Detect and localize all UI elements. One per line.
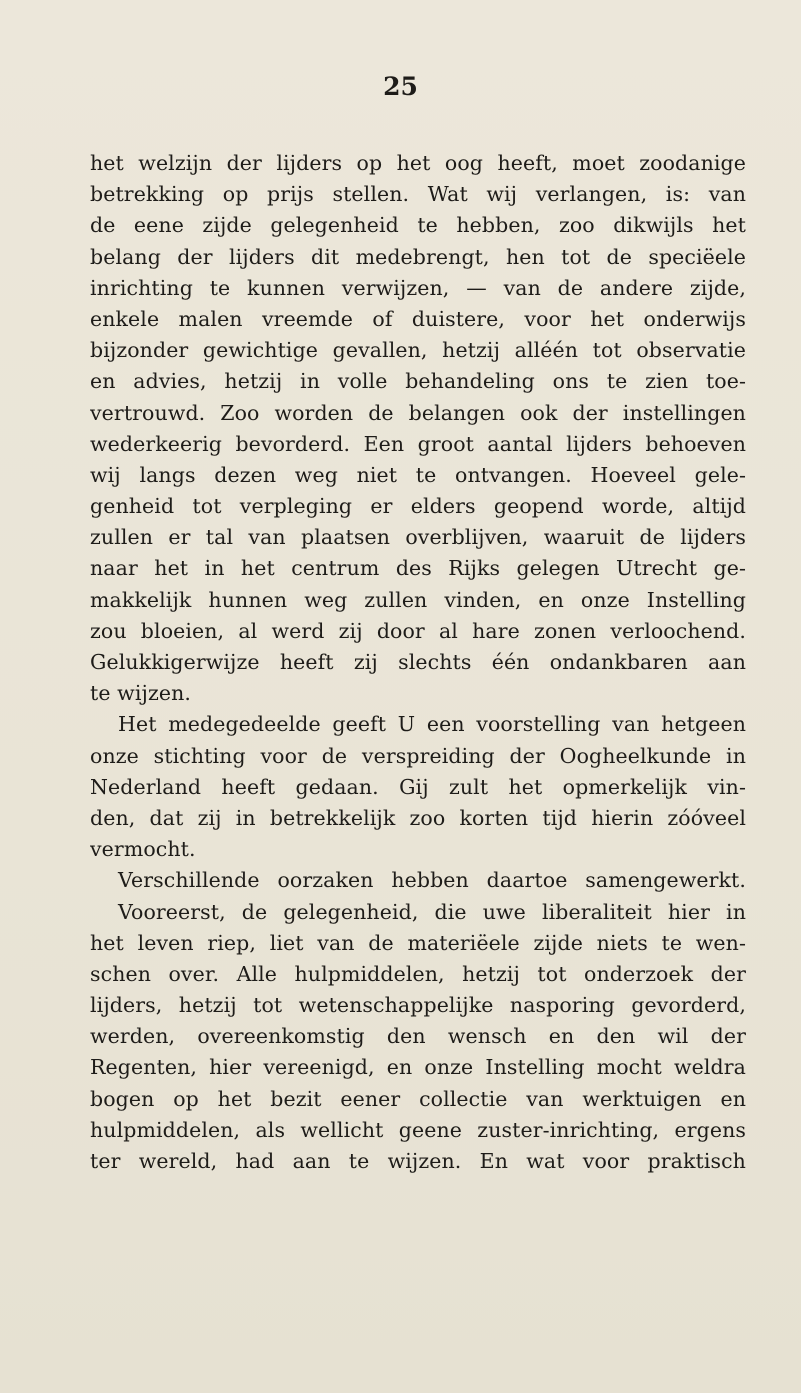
text-line: den, dat zij in betrekkelijk zoo korten tijd hierin zóóveel — [90, 805, 746, 830]
text-line: werden, overeenkomstig den wensch en den wil der — [90, 1024, 746, 1049]
text-line: het welzijn der lijders op het oog heeft, moet zoodanige — [90, 151, 746, 175]
text-line: zou bloeien, al werd zij door al hare zonen verloochend. — [90, 618, 746, 643]
text-line: inrichting te kunnen verwijzen, — van de andere zijde, — [90, 275, 746, 300]
text-line: genheid tot verpleging er elders geopend worde, altijd — [90, 494, 746, 519]
text-line: vermocht. — [90, 837, 196, 862]
text-line: betrekking op prijs stellen. Wat wij verlangen, is: van — [90, 182, 746, 207]
text-line: vertrouwd. Zoo worden de belangen ook der instellingen — [90, 400, 746, 425]
text-line: Vooreerst, de gelegenheid, die uwe liberaliteit hier in — [118, 899, 746, 924]
text-line: Het medegedeelde geeft U een voorstelling van hetgeen — [118, 712, 746, 737]
text-line: Gelukkigerwijze heeft zij slechts één ondankbaren aan — [90, 650, 746, 674]
page-number: 25 — [383, 72, 418, 101]
text-line: belang der lijders dit medebrengt, hen tot de speciëele — [90, 244, 746, 269]
text-line: naar het in het centrum des Rijks gelegen Utrecht ge- — [90, 556, 746, 581]
text-line: en advies, hetzij in volle behandeling ons te zien toe- — [90, 369, 746, 394]
text-line: ter wereld, had aan te wijzen. En wat voor praktisch — [90, 1149, 746, 1173]
text-line: het leven riep, liet van de materiëele zijde niets te wen- — [90, 930, 746, 955]
text-line: te wijzen. — [90, 681, 191, 706]
text-line: hulpmiddelen, als wellicht geene zuster-inrichting, ergens — [90, 1117, 746, 1142]
text-line: lijders, hetzij tot wetenschappelijke nasporing gevorderd, — [90, 993, 746, 1018]
text-line: zullen er tal van plaatsen overblijven, waaruit de lijders — [90, 525, 746, 550]
text-line: bijzonder gewichtige gevallen, hetzij alléén tot observatie — [90, 338, 746, 363]
text-line: onze stichting voor de verspreiding der Oogheelkunde in — [90, 743, 746, 768]
text-line: makkelijk hunnen weg zullen vinden, en onze Instelling — [90, 587, 746, 612]
text-line: schen over. Alle hulpmiddelen, hetzij tot onderzoek der — [90, 961, 746, 986]
text-line: wederkeerig bevorderd. Een groot aantal lijders behoeven — [90, 431, 746, 456]
text-line: Regenten, hier vereenigd, en onze Instelling mocht weldra — [90, 1055, 746, 1080]
text-line: enkele malen vreemde of duistere, voor het onderwijs — [90, 306, 746, 331]
text-line: Nederland heeft gedaan. Gij zult het opmerkelijk vin- — [90, 774, 746, 799]
text-line: bogen op het bezit eener collectie van werktuigen en — [90, 1086, 746, 1111]
text-line: de eene zijde gelegenheid te hebben, zoo dikwijls het — [90, 213, 746, 238]
text-line: Verschillende oorzaken hebben daartoe samengewerkt. — [118, 868, 746, 893]
body-text — [90, 148, 746, 1177]
text-line: wij langs dezen weg niet te ontvangen. Hoeveel gele- — [90, 462, 746, 487]
